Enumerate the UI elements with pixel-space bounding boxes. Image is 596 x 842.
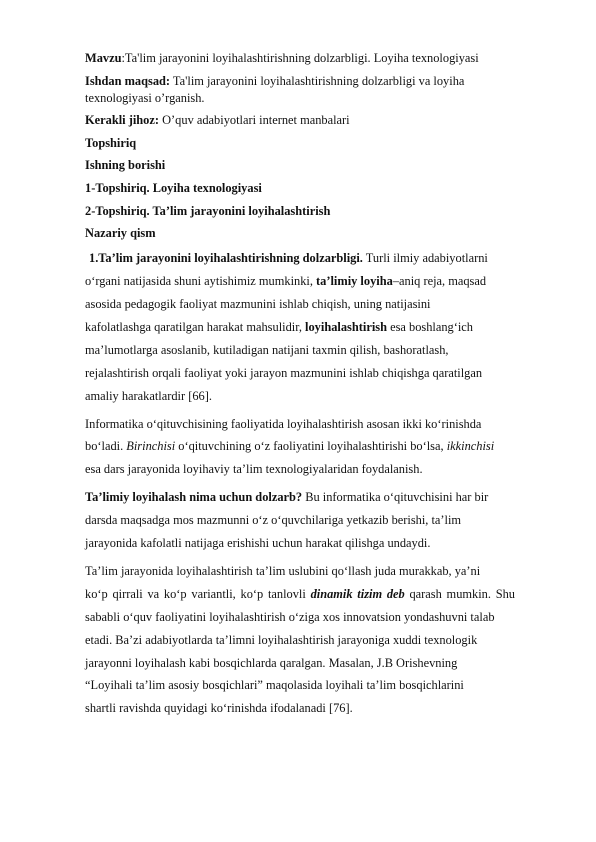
equipment-label: Kerakli jihoz: bbox=[85, 113, 159, 128]
paragraph-line: amaliy harakatlardir [66]. bbox=[85, 388, 212, 403]
theory-heading: Nazariy qism bbox=[85, 226, 156, 241]
term-second: ikkinchisi bbox=[446, 439, 495, 454]
paragraph-line: ko‘p qirrali va ko‘p variantli, ko‘p tanlovli dinamik tizim deb qarash mumkin. Shu bbox=[85, 586, 515, 601]
topic-line bbox=[85, 50, 515, 67]
paragraph-line: asosida pedagogik faoliyat mazmunini ishlab chiqish, uning natijasini bbox=[85, 296, 431, 311]
topic-text: :Ta'lim jarayonini loyihalashtirishning dolzarbligi. Loyiha texnologiyasi bbox=[121, 51, 479, 65]
paragraph-forms bbox=[85, 413, 515, 482]
paragraph-line: esa dars jarayonida loyihaviy ta’lim texnologiyalaridan foydalanish. bbox=[85, 462, 423, 477]
task-2-heading: 2-Topshiriq. Ta’lim jarayonini loyihalashtirish bbox=[85, 203, 331, 218]
equipment-line bbox=[85, 112, 515, 129]
paragraph-relevance bbox=[85, 247, 515, 407]
question-heading: Ta’limiy loyihalash nima uchun dolzarb? bbox=[85, 490, 303, 505]
paragraph-line: darsda maqsadga mos mazmunni o‘z o‘quvchilariga yetkazib berishi, ta’lim bbox=[85, 513, 462, 528]
topic-label: Mavzu bbox=[85, 51, 122, 65]
paragraph-line: jarayonida kafolatli natijaga erishishi uchun harakat qilishga undaydi. bbox=[85, 536, 431, 551]
goal-line bbox=[85, 73, 515, 90]
paragraph-line: shartli ravishda quyidagi ko‘rinishda ifodalanadi [76]. bbox=[85, 701, 353, 716]
paragraph-line: sababli o‘quv faoliyatini loyihalashtirish o‘ziga xos innovatsion yondashuvni talab bbox=[85, 609, 495, 624]
paragraph-line: jarayonni loyihalash kabi bosqichlarda qaralgan. Masalan, J.B Orishevning bbox=[85, 655, 458, 670]
paragraph-line: etadi. Ba’zi adabiyotlarda ta’limni loyihalashtirish jarayoniga xuddi texnologik bbox=[85, 632, 478, 647]
paragraph-line: 1.Ta’lim jarayonini loyihalashtirishning dolzarbligi. Turli ilmiy adabiyotlarni bbox=[89, 251, 488, 266]
work-progress-heading: Ishning borishi bbox=[85, 158, 166, 173]
paragraph-line: o‘rgani natijasida shuni aytishimiz mumkinki, ta’limiy loyiha–aniq reja, maqsad bbox=[85, 274, 487, 289]
task-1-heading: 1-Topshiriq. Loyiha texnologiyasi bbox=[85, 180, 262, 195]
paragraph-why bbox=[85, 486, 515, 555]
term-dynamic-system: dinamik tizim deb bbox=[310, 586, 405, 601]
paragraph-line: Ta’limiy loyihalash nima uchun dolzarb? Bu informatika o‘qituvchisini har bir bbox=[85, 490, 489, 505]
equipment-text: O’quv adabiyotlari internet manbalari bbox=[159, 113, 350, 128]
term-design: loyihalashtirish bbox=[305, 319, 387, 334]
paragraph-line: ma’lumotlarga asoslanib, kutiladigan natijani taxmin qilish, bashoratlash, bbox=[85, 342, 449, 357]
paragraph-line: “Loyihali ta’lim asosiy bosqichlari” maqolasida loyihali ta’lim bosqichlarini bbox=[85, 678, 464, 693]
document-body bbox=[85, 50, 515, 720]
term-first: Birinchisi bbox=[126, 439, 176, 454]
paragraph-line: bo‘ladi. Birinchisi o‘qituvchining o‘z faoliyatini loyihalashtirishi bo‘lsa, ikkinchisi bbox=[85, 439, 495, 454]
paragraph-line: rejalashtirish orqali faoliyat yoki jarayon mazmunini ishlab chiqishga qaratilgan bbox=[85, 365, 483, 380]
paragraph-line: Ta’lim jarayonida loyihalashtirish ta’lim uslubini qo‘llash juda murakkab, ya’ni bbox=[85, 563, 481, 578]
paragraph-approach bbox=[85, 560, 515, 720]
section-heading: 1.Ta’lim jarayonini loyihalashtirishning dolzarbligi. bbox=[89, 251, 363, 266]
paragraph-line: Informatika o‘qituvchisining faoliyatida loyihalashtirish asosan ikki ko‘rinishda bbox=[85, 416, 482, 431]
paragraph-line: kafolatlashga qaratilgan harakat mahsulidir, loyihalashtirish esa boshlang‘ich bbox=[85, 319, 474, 334]
goal-label: Ishdan maqsad: bbox=[85, 73, 171, 88]
term-educational-project: ta’limiy loyiha bbox=[316, 274, 393, 289]
goal-text: Ta'lim jarayonini loyihalashtirishning dolzarbligi va loyiha bbox=[170, 73, 465, 88]
assignment-heading: Topshiriq bbox=[85, 135, 137, 150]
goal-line-cont: texnologiyasi o’rganish. bbox=[85, 90, 205, 105]
